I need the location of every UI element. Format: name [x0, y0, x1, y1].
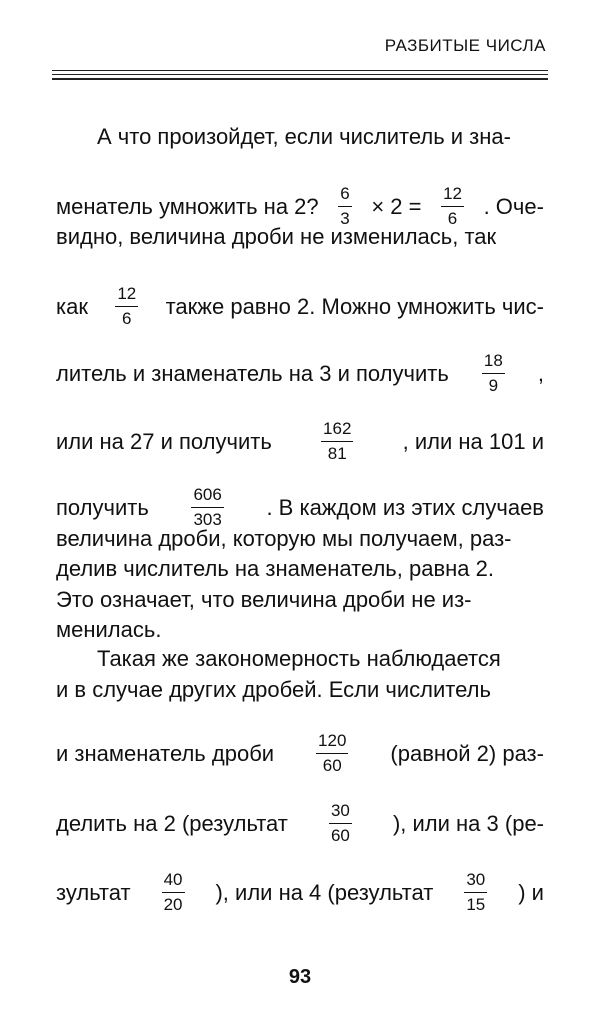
text-line: [56, 284, 544, 329]
text-line: [56, 618, 544, 642]
fraction: [338, 184, 351, 229]
text-segment: зультат: [56, 879, 131, 905]
fraction-denominator: 15: [464, 892, 487, 915]
fraction-numerator: 12: [117, 284, 137, 303]
text-segment: литель и знаменатель на 3 и получить: [56, 360, 449, 386]
fraction-numerator: 606: [193, 485, 222, 504]
text-line: [97, 647, 544, 671]
text-segment: менилась.: [56, 617, 162, 642]
text-line: [56, 419, 544, 464]
text-segment: , или на 101 и: [402, 428, 544, 454]
text-segment: . В каждом из этих случаев: [266, 494, 544, 520]
fraction-denominator: 6: [115, 306, 138, 329]
page-number: 93: [288, 966, 312, 988]
fraction-denominator: 9: [482, 373, 505, 396]
fraction: [464, 870, 487, 915]
text-segment: ), или на 4 (результат: [215, 879, 434, 905]
text-line: [97, 125, 544, 149]
fraction-denominator: 60: [329, 823, 352, 846]
text-segment: А что произойдет, если числитель и зна-: [97, 124, 511, 149]
fraction: [482, 351, 505, 396]
text-line: [56, 485, 544, 530]
text-line: [56, 678, 544, 702]
fraction: [329, 801, 352, 846]
fraction-numerator: 12: [443, 184, 462, 203]
text-segment: ) и: [518, 879, 544, 905]
text-segment: и знаменатель дроби: [56, 740, 275, 766]
text-segment: и в случае других дробей. Если числитель: [56, 677, 491, 702]
text-line: [56, 870, 544, 915]
text-line: [56, 527, 544, 551]
text-segment: получить: [56, 494, 149, 520]
fraction-denominator: 60: [316, 753, 348, 776]
text-segment: как: [56, 293, 88, 319]
fraction-numerator: 40: [163, 870, 183, 889]
fraction: [162, 870, 185, 915]
running-title: РАЗБИТЫЕ ЧИСЛА: [384, 36, 546, 55]
text-segment: менатель умножить на 2?: [56, 193, 319, 219]
text-line: [56, 801, 544, 846]
text-segment: делить на 2 (результат: [56, 810, 288, 836]
fraction-numerator: 6: [340, 184, 350, 203]
text-segment: . Оче-: [483, 193, 544, 219]
fraction: [316, 731, 348, 776]
text-segment: делив числитель на знаменатель, равна 2.: [56, 556, 494, 581]
fraction: [115, 284, 138, 329]
text-segment: Такая же закономерность наблюдается: [97, 646, 501, 671]
fraction-numerator: 18: [483, 351, 503, 370]
text-segment: × 2 =: [371, 193, 422, 219]
text-line: [56, 588, 544, 612]
fraction-denominator: 6: [441, 206, 464, 229]
text-segment: (равной 2) раз-: [390, 740, 544, 766]
text-line: [56, 731, 544, 776]
text-segment: также равно 2. Можно умножить чис-: [165, 293, 544, 319]
text-segment: видно, величина дроби не изменилась, так: [56, 224, 497, 249]
fraction-numerator: 30: [330, 801, 350, 820]
text-line: [56, 225, 544, 249]
text-line: [56, 557, 544, 581]
fraction-numerator: 162: [323, 419, 352, 438]
text-segment: ,: [537, 360, 544, 386]
fraction-denominator: 303: [191, 507, 223, 530]
text-segment: Это означает, что величина дроби не из-: [56, 587, 472, 612]
header-rule: [52, 74, 548, 75]
header-rule: [52, 70, 548, 71]
text-segment: или на 27 и получить: [56, 428, 272, 454]
fraction-denominator: 81: [321, 441, 353, 464]
fraction: [441, 184, 464, 229]
text-segment: величина дроби, которую мы получаем, раз-: [56, 526, 512, 551]
fraction: [191, 485, 223, 530]
fraction-numerator: 120: [318, 731, 347, 750]
text-line: [56, 351, 544, 396]
text-line: [56, 184, 544, 229]
fraction-numerator: 30: [466, 870, 486, 889]
text-segment: ), или на 3 (ре-: [392, 810, 544, 836]
header-rule: [52, 78, 548, 80]
running-header: [52, 36, 548, 76]
fraction-denominator: 20: [162, 892, 185, 915]
fraction: [321, 419, 353, 464]
fraction-denominator: 3: [338, 206, 351, 229]
